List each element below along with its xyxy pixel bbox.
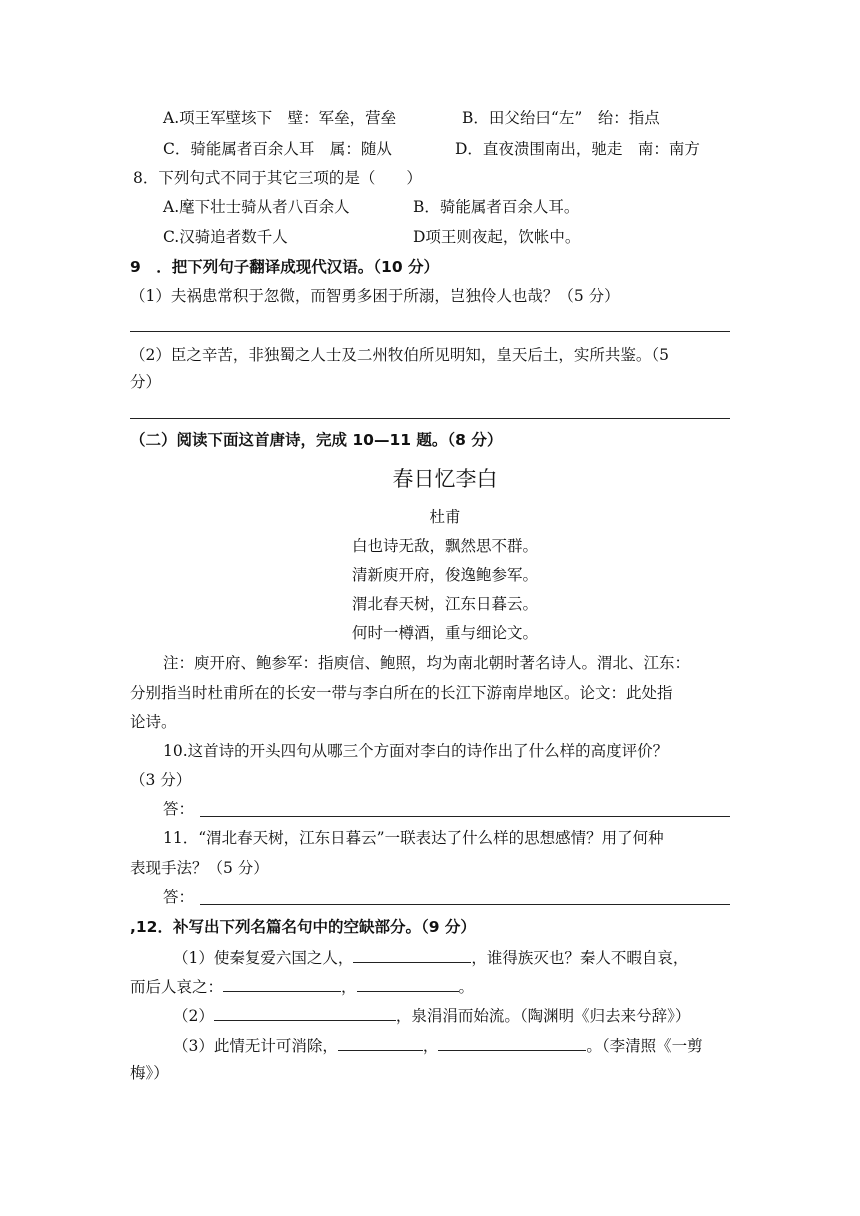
q8-option-d: D项王则夜起，饮帐中。 xyxy=(413,228,581,246)
q9-answer-line-2 xyxy=(130,418,730,419)
poem-line: 白也诗无敌，飘然思不群。 xyxy=(351,537,538,555)
q12-item-3-text: 。（李清照《一剪 xyxy=(586,1037,703,1055)
q11-answer-line[interactable] xyxy=(200,904,730,905)
poem-line: 何时一樽酒，重与细论文。 xyxy=(351,624,538,642)
q12-item-1-text: ，谁得族灭也？秦人不暇自哀， xyxy=(471,949,689,967)
q10-answer-line[interactable] xyxy=(200,816,730,817)
q12-item-2 xyxy=(173,1004,690,1026)
q7-option-d: D．直夜溃围南出，驰走 南：南方 xyxy=(455,140,700,158)
q12-item-1-text: 而后人哀之： xyxy=(130,978,224,996)
q12-item-1-line-1 xyxy=(173,946,688,968)
fill-blank[interactable] xyxy=(353,946,471,963)
fill-blank[interactable] xyxy=(357,975,459,992)
q8-stem: 8．下列句式不同于其它三项的是（ ） xyxy=(133,169,422,187)
q11-stem-line-2: 表现手法？（5 分） xyxy=(130,859,269,877)
q9-sentence-1: （1）夫祸患常积于忽微，而智勇多困于所溺，岂独伶人也哉？（5 分） xyxy=(130,287,620,305)
fill-blank[interactable] xyxy=(223,975,341,992)
q8-option-b: B．骑能属者百余人耳。 xyxy=(413,198,580,216)
q12-stem xyxy=(130,917,476,937)
q8-option-c: C.汉骑追者数千人 xyxy=(163,228,288,246)
q12-item-1-line-2 xyxy=(130,975,474,997)
q9-sentence-2-line-1: （2）臣之辛苦，非独蜀之人士及二州牧伯所见明知，皇天后土，实所共鉴。（5 xyxy=(130,346,669,364)
poem-note-line: 注：庾开府、鲍参军：指庾信、鲍照，均为南北朝时著名诗人。渭北、江东： xyxy=(163,654,691,672)
poem-line: 清新庾开府，俊逸鲍参军。 xyxy=(351,566,538,584)
q9-stem: 9 ．把下列句子翻译成现代汉语。（10 分） xyxy=(130,258,440,276)
poem-note-line: 论诗。 xyxy=(130,713,177,731)
poem-note-line: 分别指当时杜甫所在的长安一带与李白所在的长江下游南岸地区。论文：此处指 xyxy=(130,684,673,702)
q10-stem-line-2: （3 分） xyxy=(130,771,192,789)
q9-answer-line-1 xyxy=(130,331,730,332)
q9-sentence-2-line-2: 分） xyxy=(130,373,162,391)
poem-line: 渭北春天树，江东日暮云。 xyxy=(351,595,538,613)
fill-blank[interactable] xyxy=(214,1004,396,1021)
q11-answer-label: 答： xyxy=(163,888,195,906)
q12-item-3-line-1 xyxy=(173,1034,703,1056)
fill-blank[interactable] xyxy=(338,1034,423,1051)
q12-stem-text: 12．补写出下列名篇名句中的空缺部分。（9 分） xyxy=(135,918,476,936)
q12-item-1-text: （1）使秦复爱六国之人， xyxy=(173,949,354,967)
q12-item-3-text: ， xyxy=(422,1037,439,1055)
fill-blank[interactable] xyxy=(438,1034,586,1051)
q7-option-c: C．骑能属者百余人耳 属：随从 xyxy=(163,140,392,158)
q8-option-a: A.麾下壮士骑从者八百余人 xyxy=(163,198,350,216)
stray-mark: , xyxy=(130,918,136,936)
q7-option-a: A.项王军壁垓下 壁：军垒，营垒 xyxy=(163,109,397,127)
q7-option-b: B．田父绐曰“左” 绐：指点 xyxy=(462,109,660,127)
poem-title: 春日忆李白 xyxy=(392,467,498,491)
q12-item-1-text: ， xyxy=(341,978,357,996)
q11-stem-line-1: 11．“渭北春天树，江东日暮云”一联表达了什么样的思想感情？用了何种 xyxy=(163,829,664,847)
q12-item-3-line-2: 梅》） xyxy=(130,1064,169,1082)
q10-stem-line-1: 10.这首诗的开头四句从哪三个方面对李白的诗作出了什么样的高度评价？ xyxy=(163,742,669,760)
q12-item-3-text: （3）此情无计可消除， xyxy=(173,1037,338,1055)
q12-item-2-text: （2） xyxy=(173,1007,214,1025)
poem-author: 杜甫 xyxy=(429,508,461,526)
q12-item-1-text: 。 xyxy=(458,978,475,996)
q10-answer-label: 答： xyxy=(163,800,195,818)
section-2-header: （二）阅读下面这首唐诗，完成 10—11 题。（8 分） xyxy=(130,431,503,449)
q12-item-2-text: ，泉涓涓而始流。（陶渊明《归去来兮辞》） xyxy=(395,1007,691,1025)
